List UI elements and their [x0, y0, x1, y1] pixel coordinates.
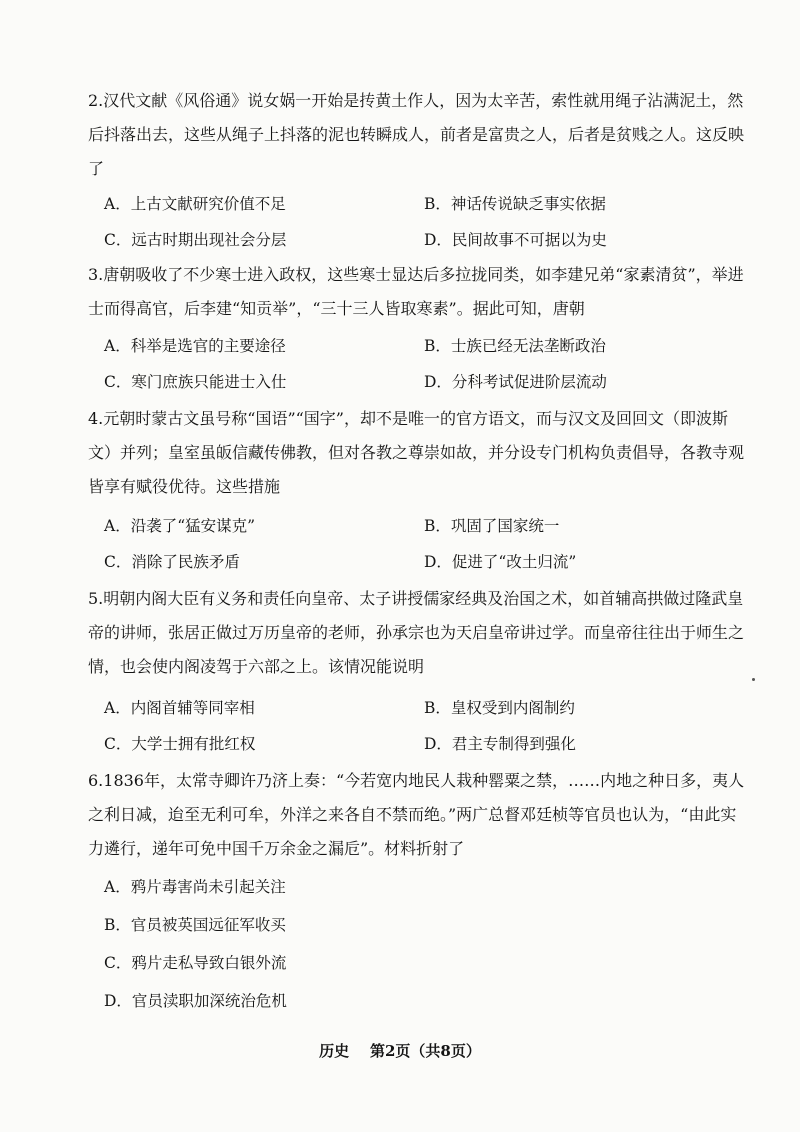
question-6-option-a: A．鸦片毒害尚未引起关注: [104, 878, 286, 896]
question-2-option-a: A．上古文献研究价值不足: [104, 195, 286, 213]
question-3-option-a: A．科举是选官的主要途径: [104, 337, 286, 355]
question-3-options: [104, 328, 744, 400]
question-3-stem: 3.唐朝吸收了不少寒士进入政权，这些寒士显达后多拉拢同类，如李建兄弟“家素清贫”，举进士而得高官，后李建“知贡举”，“三十三人皆取寒素”。据此可知，唐朝: [88, 265, 744, 318]
page-footer: 历史 第2页（共8页）: [319, 1042, 481, 1060]
question-6-options: [104, 868, 744, 1020]
question-5-options: [104, 690, 744, 762]
question-5-option-b: B．皇权受到内阁制约: [424, 699, 575, 717]
question-3-option-c: C．寒门庶族只能进士入仕: [104, 373, 287, 391]
question-4-option-c: C．消除了民族矛盾: [104, 553, 240, 571]
question-4-stem: 4.元朝时蒙古文虽号称“国语”“国字”，却不是唯一的官方语文，而与汉文及回回文（即波斯文）并列；皇室虽皈信藏传佛教，但对各教之尊崇如故，并分设专门机构负责倡导，各教寺观皆享有赋役优待。这些措施: [88, 409, 745, 496]
question-5-option-c: C．大学士拥有批红权: [104, 735, 256, 753]
question-6-option-b: B．官员被英国远征军收买: [104, 916, 286, 934]
question-2-option-c: C．远古时期出现社会分层: [104, 231, 287, 249]
question-2-options: [104, 186, 744, 258]
question-4-options: [104, 508, 744, 580]
question-2-stem: 2.汉代文献《风俗通》说女娲一开始是抟黄土作人，因为太辛苦，索性就用绳子沾满泥土，然后抖落出去，这些从绳子上抖落的泥也转瞬成人，前者是富贵之人，后者是贫贱之人。这反映了: [88, 91, 745, 178]
question-4-option-a: A．沿袭了“猛安谋克”: [104, 517, 256, 535]
question-3-option-b: B．士族已经无法垄断政治: [424, 337, 606, 355]
question-2-option-d: D．民间故事不可据以为史: [424, 231, 607, 249]
scan-speck: [752, 678, 755, 681]
question-5-stem: 5.明朝内阁大臣有义务和责任向皇帝、太子讲授儒家经典及治国之术，如首辅高拱做过隆武皇帝的讲师，张居正做过万历皇帝的老师，孙承宗也为天启皇帝讲过学。而皇帝往往出于师生之情，也会使内阁凌驾于六部之上。该情况能说明: [88, 589, 745, 676]
question-5-option-a: A．内阁首辅等同宰相: [104, 699, 255, 717]
question-4-option-d: D．促进了“改土归流”: [424, 553, 577, 571]
question-3-option-d: D．分科考试促进阶层流动: [424, 373, 607, 391]
question-4-option-b: B．巩固了国家统一: [424, 517, 560, 535]
question-2-option-b: B．神话传说缺乏事实依据: [424, 195, 606, 213]
question-6-stem: 6.1836年，太常寺卿许乃济上奏：“今若宽内地民人栽种罂粟之禁，……内地之种日多，夷人之利日减，迨至无利可牟，外洋之来各自不禁而绝。”两广总督邓廷桢等官员也认为，“由此实力遴行，递年可免中国千万余金之漏卮”。材料折射了: [88, 771, 745, 858]
question-6-option-c: C．鸦片走私导致白银外流: [104, 954, 287, 972]
question-5-option-d: D．君主专制得到强化: [424, 735, 576, 753]
question-6-option-d: D．官员渎职加深统治危机: [104, 992, 287, 1010]
